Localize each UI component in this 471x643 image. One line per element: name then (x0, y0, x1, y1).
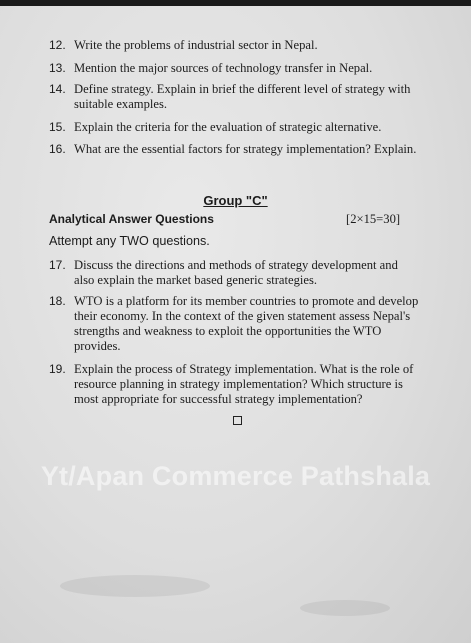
watermark-text: Yt/Apan Commerce Pathshala (40, 461, 431, 491)
question-number: 18. (49, 294, 66, 308)
question-number: 15. (49, 120, 66, 134)
question-number: 12. (49, 38, 66, 52)
instruction-text: Attempt any TWO questions. (49, 234, 210, 248)
question-14 (49, 82, 419, 112)
question-16 (49, 142, 419, 157)
section-heading: Analytical Answer Questions (49, 212, 214, 226)
end-of-paper-box-icon (233, 416, 242, 425)
marks-allocation: [2×15=30] (346, 212, 401, 226)
question-number: 16. (49, 142, 66, 156)
question-17 (49, 258, 419, 288)
question-text: Write the problems of industrial sector in Nepal. (74, 38, 318, 52)
question-13 (49, 61, 419, 76)
question-number: 13. (49, 61, 66, 75)
question-19 (49, 362, 419, 407)
question-text: Define strategy. Explain in brief the different level of strategy with suitable examples. (74, 82, 411, 111)
scan-smudge (300, 600, 390, 616)
scan-top-edge (0, 0, 471, 6)
question-text: Explain the criteria for the evaluation of strategic alternative. (74, 120, 382, 134)
question-15 (49, 120, 419, 135)
scan-smudge (60, 575, 210, 597)
group-title: Group "C" (203, 193, 268, 208)
question-text: Explain the process of Strategy implementation. What is the role of resource planning in strategy implementation? Which structure is most appropriate for successful strategy implementation? (74, 362, 414, 406)
question-text: Mention the major sources of technology transfer in Nepal. (74, 61, 373, 75)
question-12 (49, 38, 419, 53)
question-number: 14. (49, 82, 66, 96)
question-18 (49, 294, 419, 354)
question-number: 19. (49, 362, 66, 376)
question-text: Discuss the directions and methods of strategy development and also explain the market based generic strategies. (74, 258, 398, 287)
question-text: WTO is a platform for its member countries to promote and develop their economy. In the context of the given statement assess Nepal's strengths and weakness to exploit the opportunities the WTO provides. (74, 294, 419, 353)
question-number: 17. (49, 258, 66, 272)
question-text: What are the essential factors for strategy implementation? Explain. (74, 142, 417, 156)
